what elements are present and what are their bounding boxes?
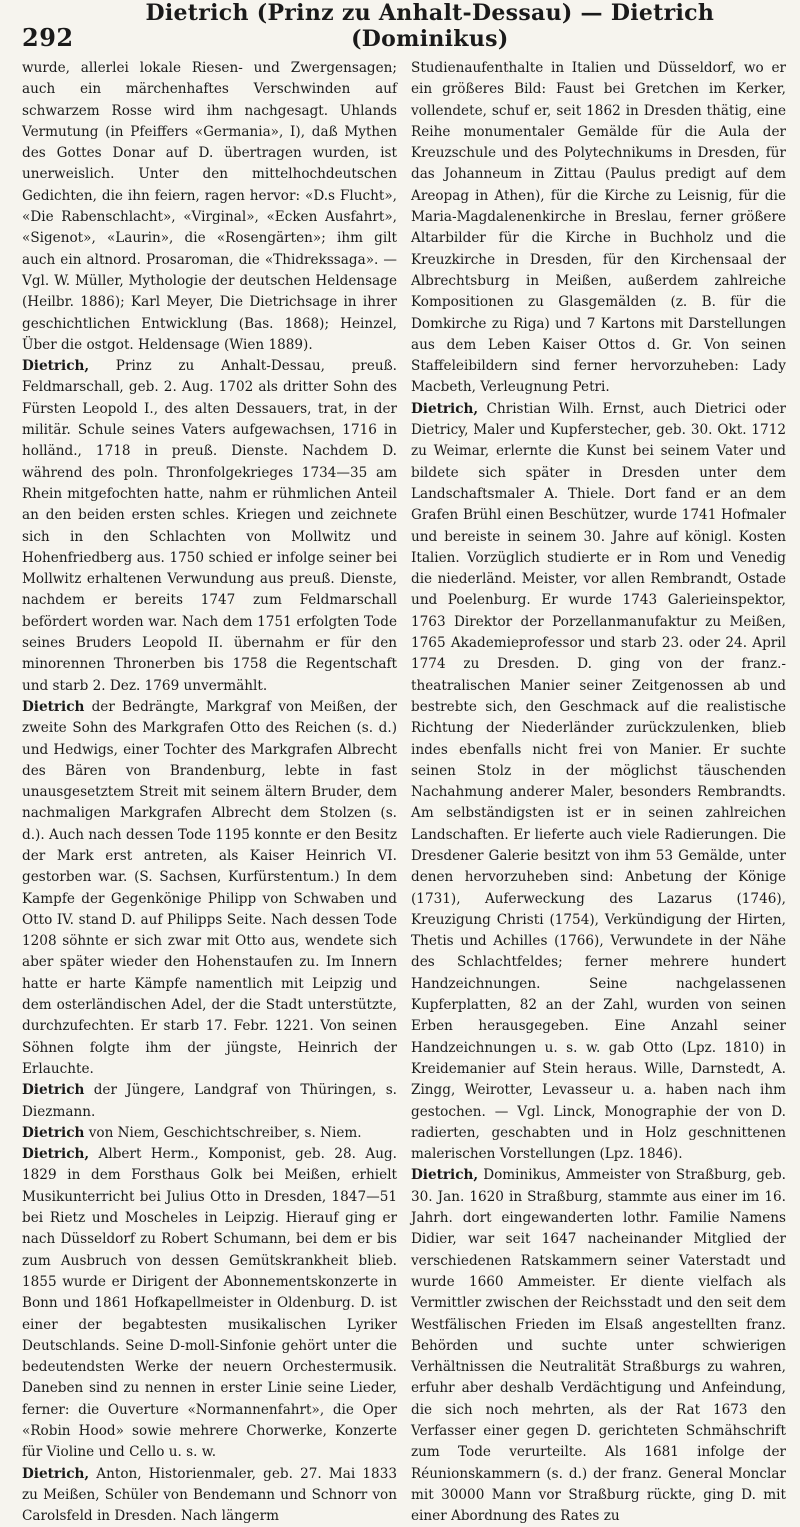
entry-headword: Dietrich, xyxy=(22,1146,90,1163)
entry-headword: Dietrich, xyxy=(411,400,479,417)
entry-text: Albert Herm., Komponist, geb. 28. Aug. 1829 in dem Forsthaus Golk bei Meißen, erhielt Musikunterricht bei Julius Otto in Dresden, 1847—51 bei Rietz und Moscheles in Leipzig. Hierauf ging er nach Düsseldorf zu Robert Schumann, bei dem er bis zum Ausbruch von dessen Gemütskrankheit blieb. 1855 wurde er Dirigent der Abonnementskonzerte in Bonn und 1861 Hofkapellmeister in Oldenburg. D. ist einer der begabtesten musikalischen Lyriker Deutschlands. Seine D-moll-Sinfonie gehört unter die bedeutendsten Werke der neuern Orchestermusik. Daneben sind zu nennen in erster Linie seine Lieder, ferner: die Ouverture «Normannenfahrt», die Oper «Robin Hood» sowie mehrere Chorwerke, Konzerte für Violine und Cello u. s. w. xyxy=(22,1146,397,1461)
page-header xyxy=(22,0,786,58)
entry xyxy=(22,1123,397,1144)
entry xyxy=(411,1165,786,1527)
entry xyxy=(22,1144,397,1463)
right-column xyxy=(411,58,786,1525)
entry-headword: Dietrich xyxy=(22,1082,85,1099)
entry-headword: Dietrich xyxy=(22,698,85,715)
entry-text: Anton, Historienmaler, geb. 27. Mai 1833 zu Meißen, Schüler von Bendemann und Schnorr von Carolsfeld in Dresden. Nach längerm xyxy=(22,1465,398,1525)
entry-text: Christian Wilh. Ernst, auch Dietrici oder Dietricy, Maler und Kupferstecher, geb. 30. Okt. 1712 zu Weimar, erlernte die Kunst bei seinem Vater und bildete sich später in Dresden unter dem Landschaftsmaler A. Thiele. Dort fand er an dem Grafen Brühl einen Beschützer, wurde 1741 Hofmaler und bereiste in seinem 30. Jahre auf königl. Kosten Italien. Vorzüglich studierte er in Rom und Venedig die niederländ. Meister, vor allen Rembrandt, Ostade und Poelenburg. Er wurde 1743 Galerieinspektor, 1763 Direktor der Porzellanmanufaktur zu Meißen, 1765 Akademieprofessor und starb 23. oder 24. April 1774 zu Dresden. D. ging von der franz.-theatralischen Manier seiner Zeitgenossen ab und bestrebte sich, den Geschmack auf die realistische Richtung der Niederländer zurückzulenken, blieb indes ebenfalls nicht frei von Manier. Er suchte seinen Stolz in der möglichst täuschenden Nachahmung anderer Maler, besonders Rembrandts. Am selbständigsten ist er in seinen zahlreichen Landschaften. Er lieferte auch viele Radierungen. Die Dresdener Galerie besitzt von ihm 53 Gemälde, unter denen hervorzuheben sind: Anbetung der Könige (1731), Auferweckung des Lazarus (1746), Kreuzigung Christi (1754), Verkündigung der Hirten, Thetis und Achilles (1766), Verwundete in der Nähe des Schlachtfeldes; ferner mehrere hundert Handzeichnungen. Seine nachgelassenen Kupferplatten, 82 an der Zahl, wurden von seinen Erben herausgegeben. Eine Anzahl seiner Handzeichnungen u. s. w. gab Otto (Lpz. 1810) in Kreidemanier auf Stein heraus. Wille, Darnstedt, A. Zingg, Weirotter, Levasseur u. a. haben nach ihm gestochen. — Vgl. Linck, Monographie der von D. radierten, geschabten und in Holz geschnittenen malerischen Vorstellungen (Lpz. 1846). xyxy=(411,400,786,1163)
entry xyxy=(22,356,397,697)
entry xyxy=(22,1080,397,1123)
entry-continuation xyxy=(411,58,786,399)
entry-headword: Dietrich, xyxy=(411,1167,479,1184)
entry-text: der Bedrängte, Markgraf von Meißen, der zweite Sohn des Markgrafen Otto des Reichen (s. d.) und Hedwigs, einer Tochter des Markgrafen Albrecht des Bären von Brandenburg, lebte in fast unausgesetztem Streit mit seinem ältern Bruder, dem nachmaligen Markgrafen Albrecht dem Stolzen (s. d.). Auch nach dessen Tode 1195 konnte er den Besitz der Mark erst antreten, als Kaiser Heinrich VI. gestorben war. (S. Sachsen, Kurfürstentum.) In dem Kampfe der Gegenkönige Philipp von Schwaben und Otto IV. stand D. auf Philipps Seite. Nach dessen Tode 1208 söhnte er sich zwar mit Otto aus, wendete sich aber später wieder den Hohenstaufen zu. Im Innern hatte er harte Kämpfe namentlich mit Leipzig und dem osterländischen Adel, der die Stadt unterstützte, durchzufechten. Er starb 17. Febr. 1221. Von seinen Söhnen folgte ihm der jüngste, Heinrich der Erlauchte. xyxy=(22,698,397,1077)
entry-text: Studienaufenthalte in Italien und Düsseldorf, wo er ein größeres Bild: Faust bei Gretchen im Kerker, vollendete, schuf er, seit 1862 in Dresden thätig, eine Reihe monumentaler Gemälde für die Aula der Kreuzschule und des Polytechnikums in Dresden, für das Johanneum in Zittau (Paulus predigt auf dem Areopag in Athen), für die Kirche zu Leisnig, für die Maria-Magdalenenkirche in Breslau, ferner größere Altarbilder für die Kirche in Buchholz und die Kreuzkirche in Dresden, für den Kirchensaal der Albrechtsburg in Meißen, außerdem zahlreiche Kompositionen zu Glasgemälden (z. B. für die Domkirche zu Riga) und 7 Kartons mit Darstellungen aus dem Leben Kaiser Ottos d. Gr. Von seinen Staffeleibildern sind ferner hervorzuheben: Lady Macbeth, Verleugnung Petri. xyxy=(411,60,786,396)
entry xyxy=(22,1464,397,1527)
entry-text: der Jüngere, Landgraf von Thüringen, s. Diezmann. xyxy=(22,1082,397,1120)
entry xyxy=(411,399,786,1166)
entry-text: Dominikus, Ammeister von Straßburg, geb. 30. Jan. 1620 in Straßburg, stammte aus einer im 16. Jahrh. dort eingewanderten lothr. Familie Namens Didier, war seit 1647 nacheinander Mitglied der verschiedenen Ratskammern seiner Vaterstadt und wurde 1660 Ammeister. Er diente vielfach als Vermittler zwischen der Reichsstadt und den seit dem Westfälischen Frieden im Elsaß angestellten franz. Behörden und suchte unter schwierigen Verhältnissen die Neutralität Straßburgs zu wahren, erfuhr aber deshalb Verdächtigung und Anfeindung, die sich noch mehrten, als der Rat 1673 den Verfasser einer gegen D. gerichteten Schmähschrift zum Tode verurteilte. Als 1681 infolge der Réunionskammern (s. d.) der franz. General Monclar mit 30000 Mann vor Straßburg rückte, ging D. mit einer Abordnung des Rates zu xyxy=(411,1167,786,1525)
entry-headword: Dietrich, xyxy=(22,1465,90,1482)
entry xyxy=(22,697,397,1080)
entry-continuation xyxy=(22,58,397,356)
entry-text: wurde, allerlei lokale Riesen- und Zwergensagen; auch ein märchenhaftes Verschwinden auf schwarzem Rosse wird ihm nachgesagt. Uhlands Vermutung (in Pfeiffers «Germania», I), daß Mythen des Gottes Donar auf D. übertragen wurden, ist unerweislich. Unter den mittelhochdeutschen Gedichten, die ihn feiern, ragen hervor: «D.s Flucht», «Die Rabenschlacht», «Virginal», «Ecken Ausfahrt», «Sigenot», «Laurin», die «Rosengärten»; ihm gilt auch ein altnord. Prosaroman, die «Thidrekssaga». — Vgl. W. Müller, Mythologie der deutschen Heldensage (Heilbr. 1886); Karl Meyer, Die Dietrichsage in ihrer geschichtlichen Entwicklung (Bas. 1868); Heinzel, Über die ostgot. Heldensage (Wien 1889). xyxy=(22,60,397,353)
running-head: Dietrich (Prinz zu Anhalt-Dessau) — Dietrich (Dominikus) xyxy=(145,0,715,52)
entry-headword: Dietrich xyxy=(22,1124,85,1141)
entry-text: Prinz zu Anhalt-Dessau, preuß. Feldmarschall, geb. 2. Aug. 1702 als dritter Sohn des Fürsten Leopold I., des alten Dessauers, trat, in der militär. Schule seines Vaters aufgewachsen, 1716 in holländ., 1718 in preuß. Dienste. Nachdem D. während des poln. Thronfolgekrieges 1734—35 am Rhein mitgefochten hatte, nahm er rühmlichen Anteil an den beiden ersten schles. Kriegen und zeichnete sich in den Schlachten von Mollwitz und Hohenfriedberg aus. 1750 schied er infolge seiner bei Mollwitz erhaltenen Verwundung aus preuß. Dienste, nachdem er bereits 1747 zum Feldmarschall befördert worden war. Nach dem 1751 erfolgten Tode seines Bruders Leopold II. übernahm er für den minorennen Thronerben bis 1758 die Regentschaft und starb 2. Dez. 1769 unvermählt. xyxy=(22,358,397,694)
left-column xyxy=(22,58,398,1525)
entry-text: von Niem, Geschichtschreiber, s. Niem. xyxy=(88,1124,362,1141)
page-number: 292 xyxy=(22,23,74,52)
entry-headword: Dietrich, xyxy=(22,358,90,375)
text-columns xyxy=(22,58,786,1525)
